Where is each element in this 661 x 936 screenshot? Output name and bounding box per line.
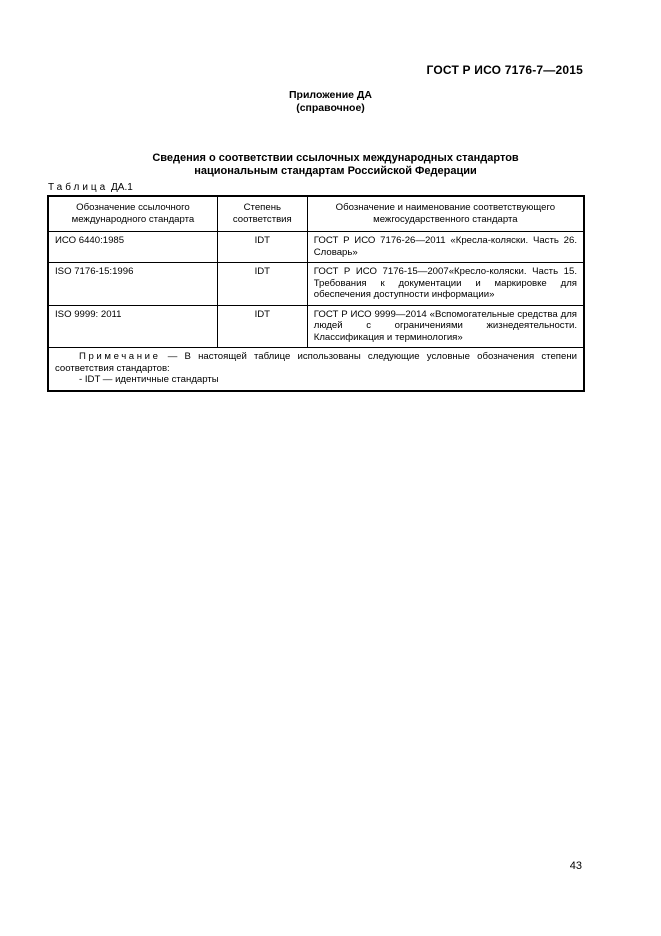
table-note	[48, 348, 584, 391]
cell-degree: IDT	[217, 305, 307, 348]
section-heading-line-1: Сведения о соответствии ссылочных международных стандартов	[152, 152, 519, 164]
note-text: — В настоящей таблице использованы следующие условные обозначения степени соответствия стандартов:	[55, 351, 577, 374]
column-header-reference: Обозначение ссылочного международного стандарта	[48, 196, 217, 232]
note-item: - IDT — идентичные стандарты	[79, 374, 219, 385]
table-header-row	[48, 196, 584, 232]
note-label: Примечание	[79, 351, 161, 362]
table-caption-number: ДА.1	[111, 182, 133, 193]
table-row	[48, 263, 584, 306]
cell-national: ГОСТ Р ИСО 9999—2014 «Вспомогательные средства для людей с ограничениями жизнедеятельности. Классификация и терминология»	[307, 305, 584, 348]
cell-reference: ISO 9999: 2011	[48, 305, 217, 348]
cell-reference: ISO 7176-15:1996	[48, 263, 217, 306]
cell-degree: IDT	[217, 263, 307, 306]
table-note-row	[48, 348, 584, 391]
appendix-subtitle: (справочное)	[296, 102, 365, 114]
column-header-degree: Степень соответствия	[217, 196, 307, 232]
section-heading	[60, 152, 611, 178]
table-row	[48, 232, 584, 263]
table-caption-word: Таблица	[48, 182, 109, 193]
page-number: 43	[569, 860, 582, 872]
column-header-national: Обозначение и наименование соответствующего межгосударственного стандарта	[307, 196, 584, 232]
section-heading-line-2: национальным стандартам Российской Федерации	[194, 165, 477, 177]
table-caption	[48, 182, 133, 193]
cell-degree: IDT	[217, 232, 307, 263]
cell-national: ГОСТ Р ИСО 7176-26—2011 «Кресла-коляски. Часть 26. Словарь»	[307, 232, 584, 263]
cell-reference: ИСО 6440:1985	[48, 232, 217, 263]
cell-national: ГОСТ Р ИСО 7176-15—2007«Кресло-коляски. Часть 15. Требования к документации и маркировке для обеспечения доступности информации»	[307, 263, 584, 306]
appendix-title: Приложение ДА	[289, 89, 372, 101]
appendix-heading	[0, 89, 661, 115]
table-row	[48, 305, 584, 348]
correspondence-table	[47, 195, 585, 392]
document-code: ГОСТ Р ИСО 7176-7—2015	[426, 63, 583, 77]
